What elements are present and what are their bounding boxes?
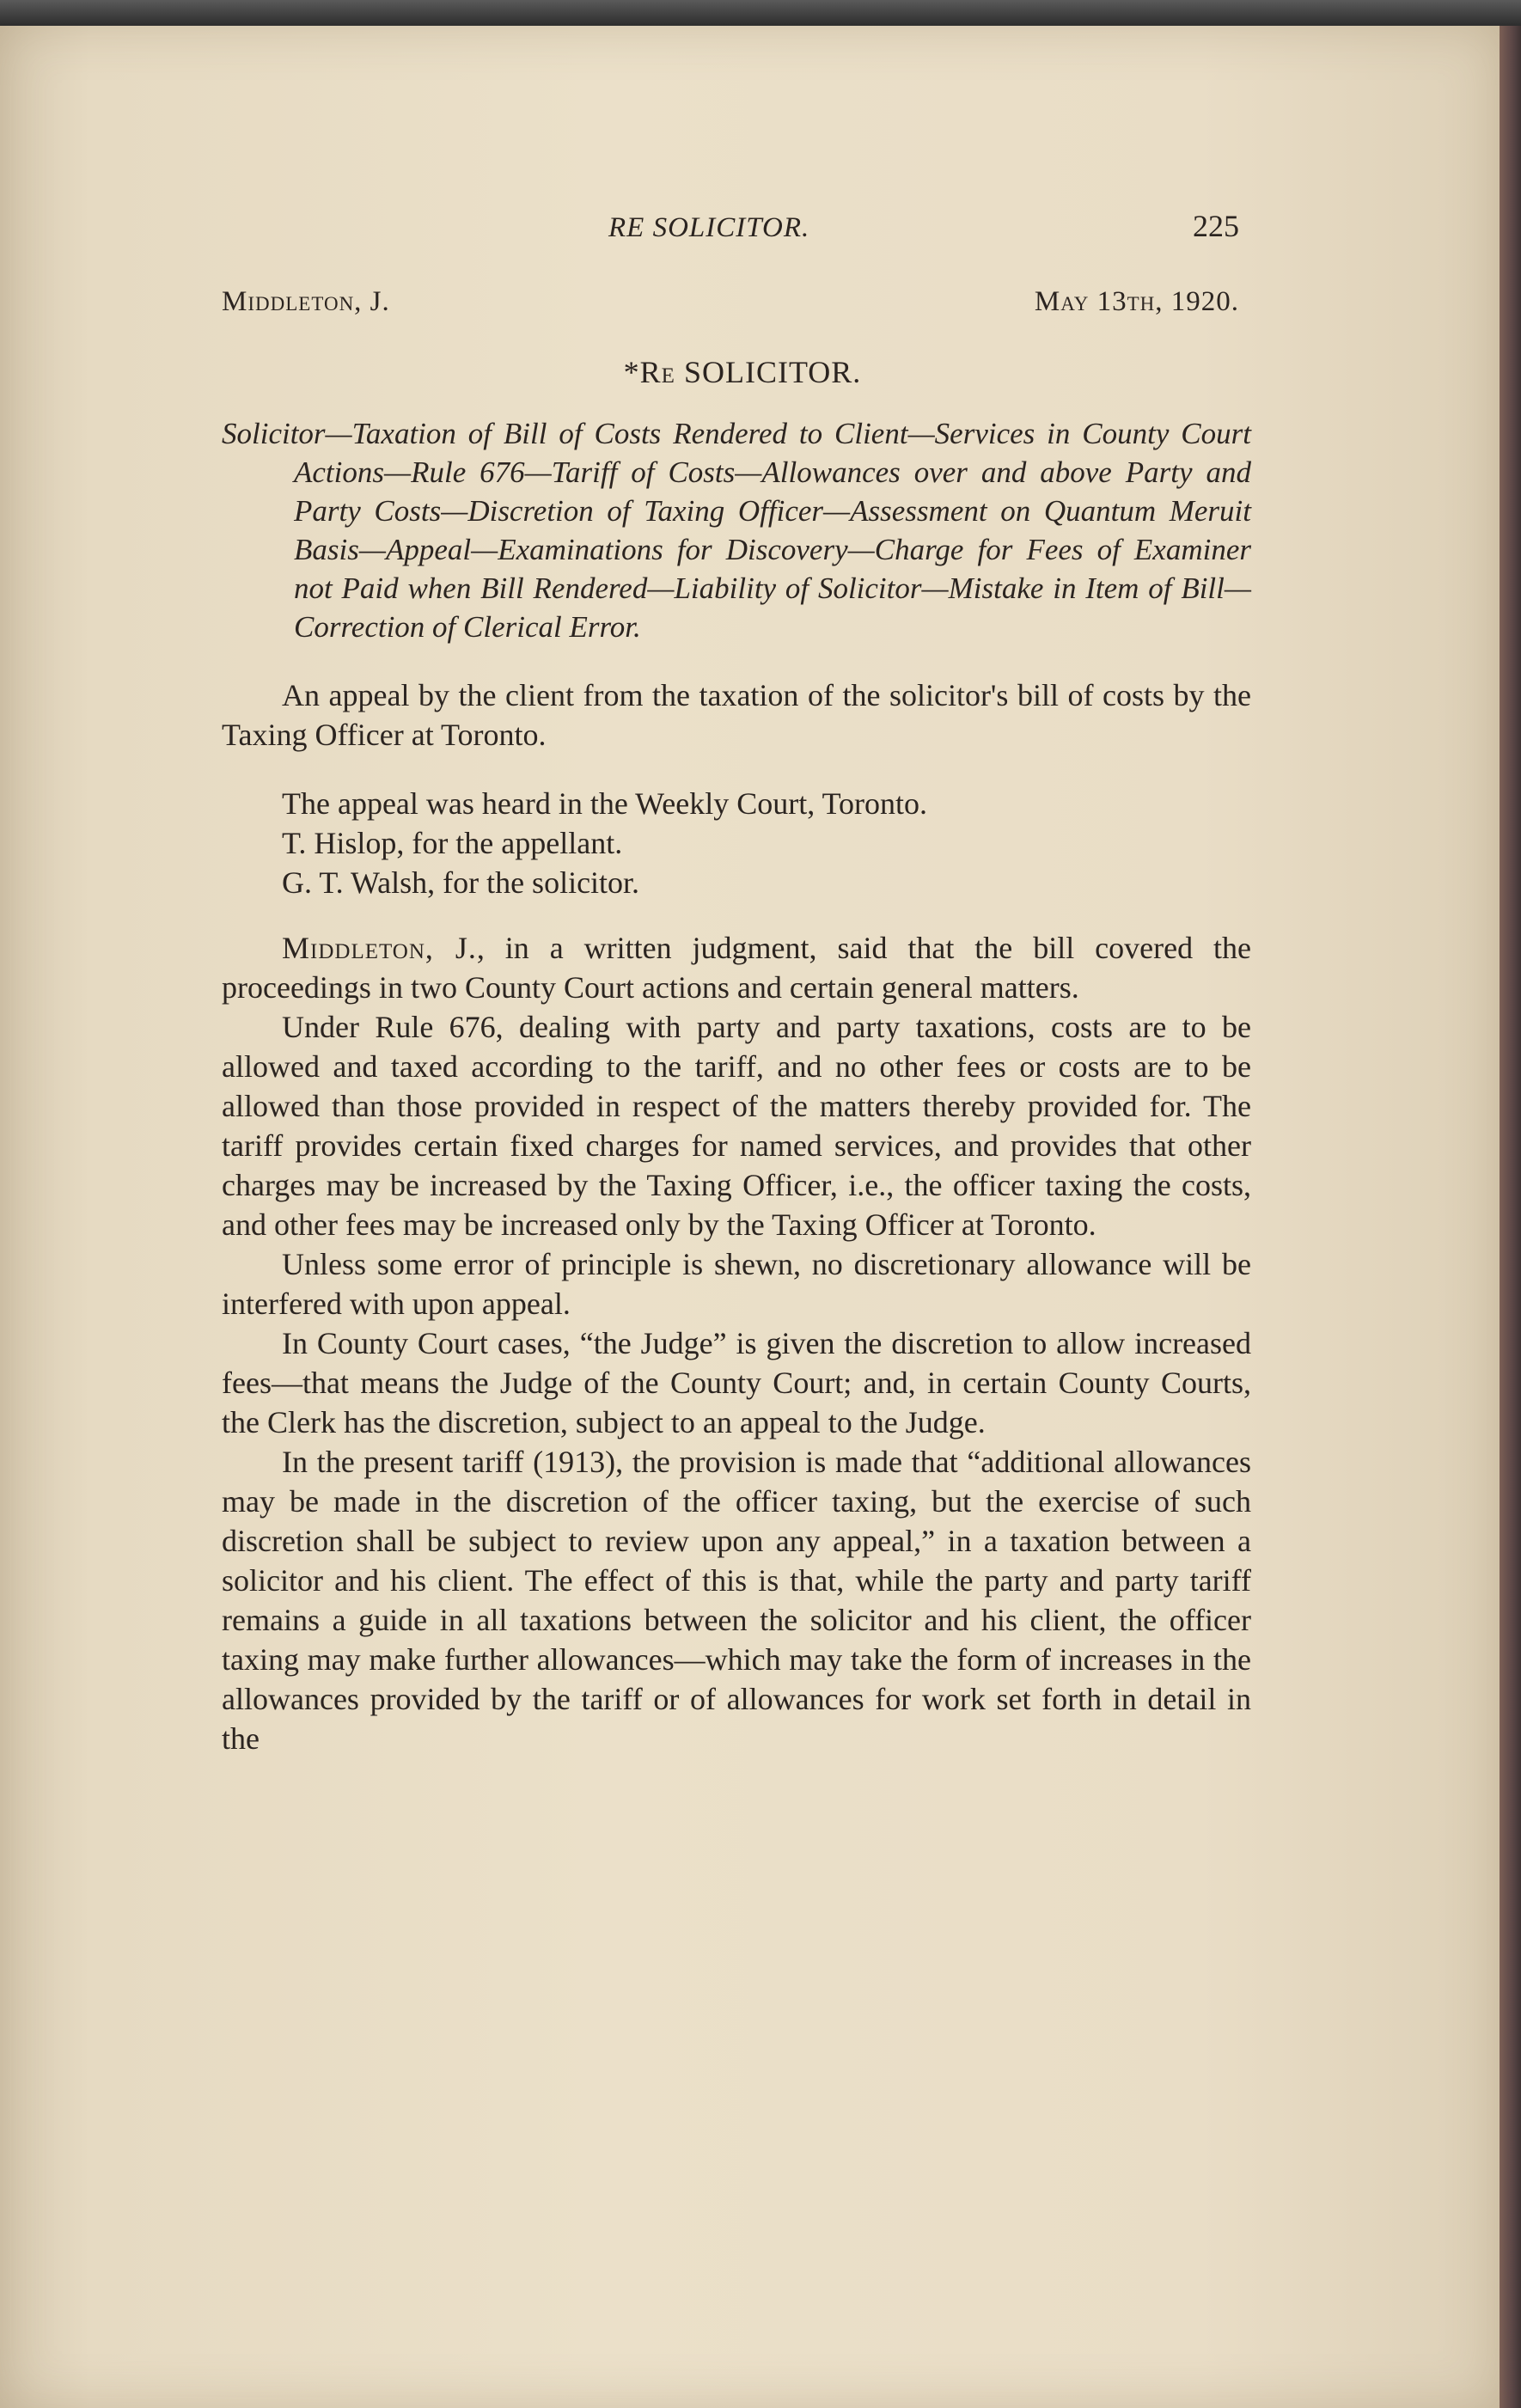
byline-date: May 13th, 1920.: [1034, 286, 1239, 317]
judgment-paragraph: Under Rule 676, dealing with party and party taxations, costs are to be allowed and taxed according to the tariff, and no other fees or costs are to be allowed than those provided in respect of the matters thereby provided for. The tariff provides certain fixed charges for named services, and provides that other charges may be increased by the Taxing Officer, i.e., the officer taxing the costs, and other fees may be increased only by the Taxing Officer at Toronto.: [222, 1010, 1251, 1242]
running-head-title: RE SOLICITOR.: [608, 212, 810, 243]
page-number: 225: [1193, 209, 1239, 243]
book-top-edge: [0, 0, 1521, 26]
appellant-counsel: T. Hislop, for the appellant.: [282, 826, 623, 860]
hearing-note: The appeal was heard in the Weekly Court, Toronto.: [282, 786, 928, 821]
case-title-text: *Re SOLICITOR.: [623, 355, 862, 389]
spacer: [222, 755, 1263, 784]
solicitor-counsel: G. T. Walsh, for the solicitor.: [282, 865, 640, 900]
headnote: Solicitor—Taxation of Bill of Costs Rendered to Client—Services in County Court Actions—Rule 676—Tariff of Costs—Allowances over and above Party and Party Costs—Discretion of Taxing Officer—Assessment on Quantum Meruit Basis—Appeal—Examinations for Discovery—Charge for Fees of Examiner not Paid when Bill Rendered—Liability of Solicitor—Mistake in Item of Bill—Correction of Clerical Error.: [222, 417, 1251, 644]
judgment-paragraph: Unless some error of principle is shewn, no discretionary allowance will be interfered with upon appeal.: [222, 1247, 1251, 1321]
byline: [222, 282, 1263, 333]
page-content: [222, 198, 1263, 1758]
judgment-opening-text: , in a written judgment, said that the bill covered the proceedings in two County Court actions and certain general matters.: [222, 931, 1251, 1005]
book-right-edge: [1500, 26, 1521, 2408]
judgment-judge-name: Middleton, J.: [282, 931, 477, 965]
running-head: [222, 198, 1263, 249]
spacer: [222, 902, 1263, 928]
case-title: [222, 352, 1263, 392]
judgment-paragraph: In County Court cases, “the Judge” is given the discretion to allow increased fees—that means the Judge of the County Court; and, in certain County Courts, the Clerk has the discretion, subject to an appeal to the Judge.: [222, 1326, 1251, 1439]
byline-judge: Middleton, J.: [222, 286, 390, 317]
judgment-paragraph: In the present tariff (1913), the provision is made that “additional allowances may be made in the discretion of the officer taxing, but the exercise of such discretion shall be subject to review upon any appeal,” in a taxation between a solicitor and his client. The effect of this is that, while the party and party tariff remains a guide in all taxations between the solicitor and his client, the officer taxing may make further allowances—which may take the form of increases in the allowances provided by the tariff or of allowances for work set forth in detail in the: [222, 1445, 1251, 1756]
intro-paragraph: An appeal by the client from the taxation of the solicitor's bill of costs by the Taxing Officer at Toronto.: [222, 678, 1251, 752]
judgment-opening: [222, 928, 1263, 1007]
